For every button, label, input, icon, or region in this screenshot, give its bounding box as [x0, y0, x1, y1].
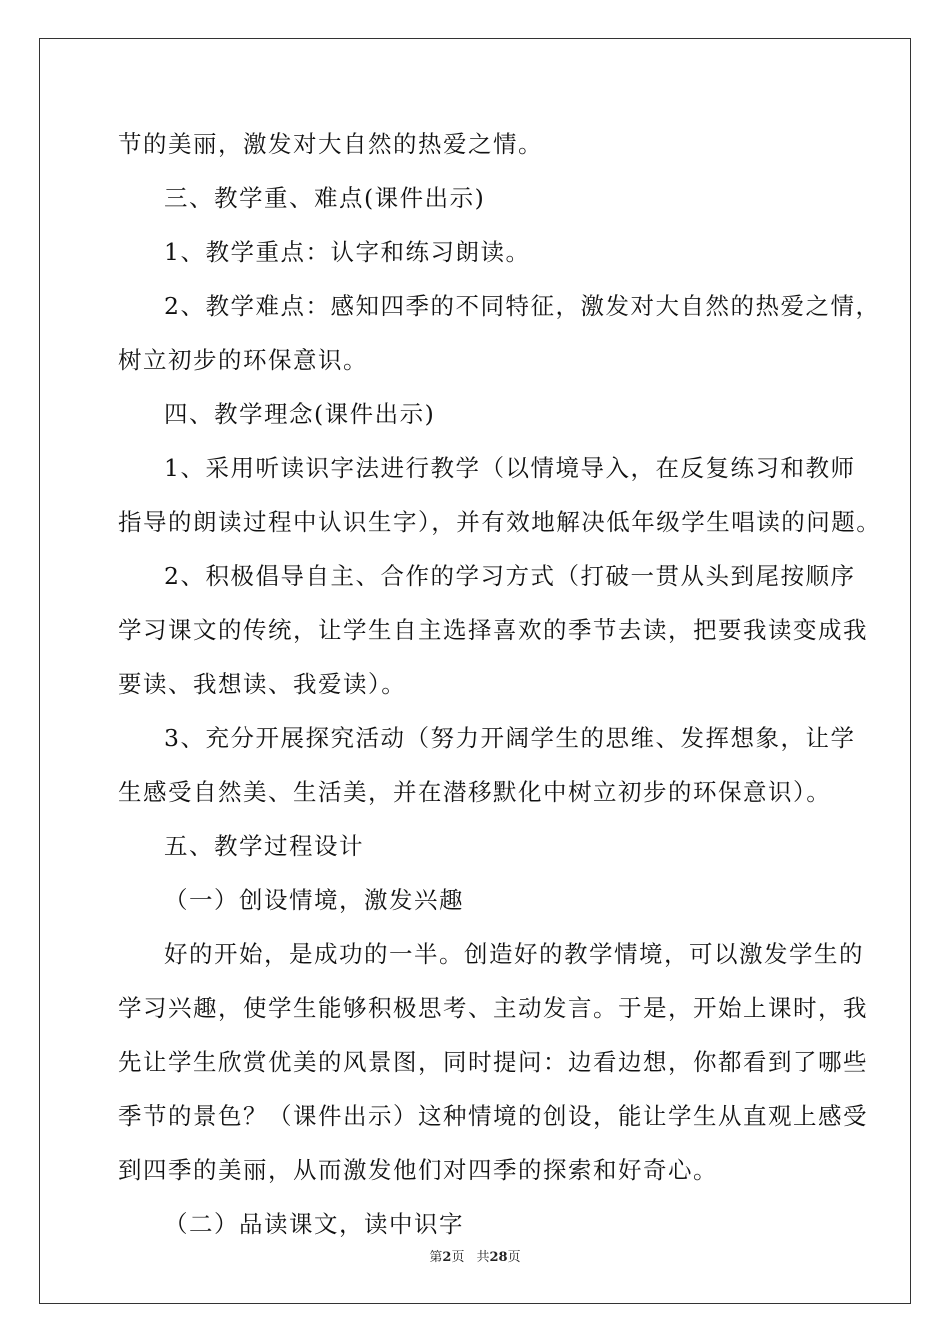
subsection-heading: （二）品读课文，读中识字 — [164, 1210, 464, 1238]
text-line: 指导的朗读过程中认识生字），并有效地解决低年级学生唱读的问题。 — [118, 508, 882, 536]
section-heading: 四、教学理念(课件出示) — [164, 400, 436, 428]
text-line: 学习课文的传统，让学生自主选择喜欢的季节去读，把要我读变成我 — [118, 616, 868, 644]
text-line: 季节的景色？（课件出示）这种情境的创设，能让学生从直观上感受 — [118, 1102, 868, 1130]
text-line: 好的开始，是成功的一半。创造好的教学情境，可以激发学生的 — [164, 940, 864, 968]
text-line: 学习兴趣，使学生能够积极思考、主动发言。于是，开始上课时，我 — [118, 994, 868, 1022]
text-line: 2、积极倡导自主、合作的学习方式（打破一贯从头到尾按顺序 — [164, 562, 856, 590]
section-heading: 三、教学重、难点(课件出示) — [164, 184, 486, 212]
total-pages: 28 — [489, 1250, 508, 1265]
text-line: 到四季的美丽，从而激发他们对四季的探索和好奇心。 — [118, 1156, 718, 1184]
total-suffix: 页 — [507, 1250, 521, 1265]
text-line: 1、教学重点：认字和练习朗读。 — [164, 238, 531, 266]
page-number: 2 — [442, 1250, 452, 1265]
subsection-heading: （一）创设情境，激发兴趣 — [164, 886, 464, 914]
text-line: 3、充分开展探究活动（努力开阔学生的思维、发挥想象，让学 — [164, 724, 856, 752]
text-line: 先让学生欣赏优美的风景图，同时提问：边看边想，你都看到了哪些 — [118, 1048, 868, 1076]
page-suffix: 页 — [451, 1250, 465, 1265]
section-heading: 五、教学过程设计 — [164, 832, 364, 860]
text-line: 1、采用听读识字法进行教学（以情境导入，在反复练习和教师 — [164, 454, 856, 482]
text-line: 节的美丽，激发对大自然的热爱之情。 — [118, 130, 543, 158]
text-line: 树立初步的环保意识。 — [118, 346, 368, 374]
text-line: 2、教学难点：感知四季的不同特征，激发对大自然的热爱之情， — [164, 292, 881, 320]
total-prefix: 共 — [476, 1250, 490, 1265]
text-line: 要读、我想读、我爱读）。 — [118, 670, 407, 698]
page-footer — [0, 1246, 950, 1265]
text-line: 生感受自然美、生活美，并在潜移默化中树立初步的环保意识）。 — [118, 778, 832, 806]
page-prefix: 第 — [429, 1250, 443, 1265]
